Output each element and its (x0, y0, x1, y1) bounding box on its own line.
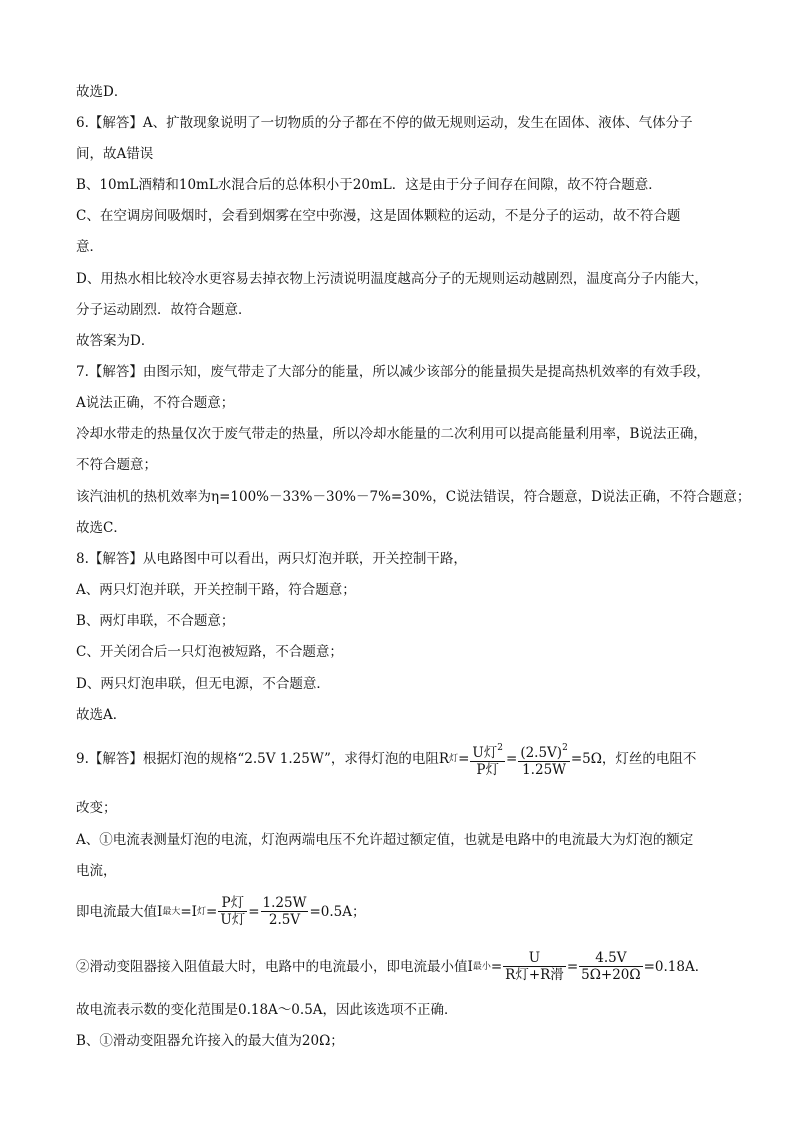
fraction-numerator: 4.5V (579, 950, 642, 967)
text-line: 8.【解答】从电路图中可以看出，两只灯泡并联，开关控制干路， (76, 551, 467, 567)
text-line: 间，故A错误 (76, 146, 154, 162)
fraction-denominator: 1.25W (522, 762, 567, 778)
text-line: D、两只灯泡串联，但无电源，不合题意． (76, 676, 330, 692)
formula-text: =I (180, 903, 198, 920)
equals-sign: = (206, 903, 218, 920)
text-line: 故选C． (76, 520, 127, 536)
text-line: 故选A． (76, 707, 127, 723)
formula-line-resistance (76, 740, 696, 778)
fraction-denominator: 5Ω+20Ω (581, 967, 641, 983)
fraction-numerator: P灯 (218, 895, 247, 912)
text-line: 该汽油机的热机效率为η=100%－33%－30%－7%=30%，C说法错误，符合题意，D说法正确，不符合题意； (76, 489, 751, 505)
formula-text: =5Ω，灯丝的电阻不 (570, 751, 697, 767)
text-line: B、10mL酒精和10mL水混合后的总体积小于20mL．这是由于分子间存在间隙，故不符合题意． (76, 177, 662, 193)
text-line: 意． (76, 239, 103, 255)
text-line: 改变； (76, 800, 117, 816)
text-line: A说法正确，不符合题意； (76, 395, 235, 411)
fraction (470, 740, 505, 778)
fraction-numerator (518, 740, 570, 762)
text-line: D、用热水相比较冷水更容易去掉衣物上污渍说明温度越高分子的无规则运动越剧烈，温度高分子内能大， (76, 271, 708, 287)
numerator-text: U灯 (472, 745, 498, 761)
subscript: 灯 (449, 754, 459, 764)
superscript: 2 (497, 743, 503, 753)
equals-sign: = (506, 751, 518, 767)
fraction (579, 950, 642, 983)
text-line: B、①滑动变阻器允许接入的最大值为20Ω； (76, 1033, 344, 1049)
formula-line-min-current (76, 950, 708, 983)
formula-text: =0.18A． (643, 958, 709, 975)
formula-text: =0.5A； (309, 903, 366, 920)
fraction (218, 895, 247, 928)
fraction (261, 895, 309, 928)
superscript: 2 (562, 743, 568, 753)
text-line: 7.【解答】由图示知，废气带走了大部分的能量，所以减少该部分的能量损失是提高热机效率的有效手段， (76, 364, 710, 380)
fraction-denominator: 2.5V (268, 912, 301, 928)
equals-sign: = (566, 958, 579, 975)
equals-sign: = (248, 903, 260, 920)
equals-sign: = (490, 958, 503, 975)
fraction-denominator: P灯 (476, 762, 499, 778)
fraction-numerator: 1.25W (262, 895, 307, 911)
formula-line-max-current (76, 895, 366, 928)
fraction (503, 950, 566, 983)
text-line: 故答案为D． (76, 333, 155, 349)
formula-text: 即电流最大值I (76, 903, 163, 920)
subscript: 最大 (162, 906, 181, 917)
text-line: 故选D． (76, 84, 128, 100)
formula-text: ②滑动变阻器接入阻值最大时，电路中的电流最小，即电流最小值I (76, 958, 473, 975)
text-line: C、在空调房间吸烟时，会看到烟雾在空中弥漫，这是固体颗粒的运动，不是分子的运动，故不符合题 (76, 208, 681, 224)
fraction-denominator: U灯 (220, 912, 246, 928)
formula-text: 9.【解答】根据灯泡的规格“2.5V 1.25W”，求得灯泡的电阻R (76, 751, 450, 767)
text-line: 冷却水带走的热量仅次于废气带走的热量，所以冷却水能量的二次利用可以提高能量利用率，B说法正确， (76, 426, 707, 442)
text-line: 不符合题意； (76, 457, 157, 473)
text-line: 6.【解答】A、扩散现象说明了一切物质的分子都在不停的做无规则运动，发生在固体、液体、气体分子 (76, 115, 693, 131)
numerator-text: (2.5V) (520, 745, 563, 761)
fraction-numerator (470, 740, 505, 762)
subscript: 灯 (197, 906, 207, 917)
text-line: 电流， (76, 863, 117, 879)
text-line: 故电流表示数的变化范围是0.18A～0.5A，因此该选项不正确． (76, 1002, 458, 1018)
fraction (518, 740, 570, 778)
text-line: B、两灯串联，不合题意； (76, 613, 235, 629)
text-line: A、两只灯泡并联，开关控制干路，符合题意； (76, 582, 356, 598)
text-line: 分子运动剧烈．故符合题意． (76, 302, 252, 318)
fraction-denominator: R灯+R滑 (505, 967, 564, 983)
equals-sign: = (458, 751, 470, 767)
subscript: 最小 (472, 961, 491, 972)
fraction-numerator: U (503, 950, 566, 967)
text-line: C、开关闭合后一只灯泡被短路，不合题意； (76, 644, 343, 660)
text-line: A、①电流表测量灯泡的电流，灯泡两端电压不允许超过额定值，也就是电路中的电流最大为灯泡的额定 (76, 832, 694, 848)
